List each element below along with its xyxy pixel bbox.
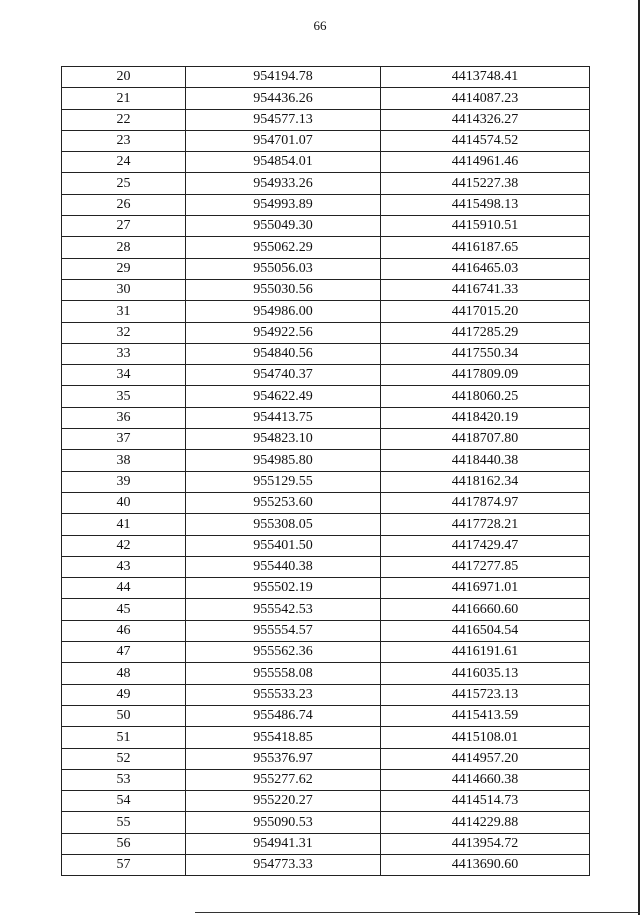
table-row: [62, 727, 590, 748]
coordinates-table-body: [62, 67, 590, 876]
point-number-cell: 37: [62, 429, 186, 450]
table-row: [62, 88, 590, 109]
point-number-cell: 53: [62, 769, 186, 790]
point-number-cell: 31: [62, 301, 186, 322]
x-coordinate-cell: 955502.19: [186, 578, 381, 599]
table-row: [62, 812, 590, 833]
table-row: [62, 343, 590, 364]
table-row: [62, 471, 590, 492]
x-coordinate-cell: 955486.74: [186, 705, 381, 726]
table-row: [62, 556, 590, 577]
point-number-cell: 23: [62, 130, 186, 151]
y-coordinate-cell: 4414961.46: [381, 152, 590, 173]
table-row: [62, 301, 590, 322]
table-row: [62, 854, 590, 875]
table-row: [62, 237, 590, 258]
y-coordinate-cell: 4415910.51: [381, 216, 590, 237]
x-coordinate-cell: 954413.75: [186, 407, 381, 428]
table-row: [62, 407, 590, 428]
x-coordinate-cell: 954823.10: [186, 429, 381, 450]
point-number-cell: 46: [62, 620, 186, 641]
y-coordinate-cell: 4413954.72: [381, 833, 590, 854]
point-number-cell: 52: [62, 748, 186, 769]
point-number-cell: 45: [62, 599, 186, 620]
x-coordinate-cell: 954740.37: [186, 365, 381, 386]
point-number-cell: 24: [62, 152, 186, 173]
point-number-cell: 39: [62, 471, 186, 492]
table-row: [62, 365, 590, 386]
table-row: [62, 258, 590, 279]
y-coordinate-cell: 4416465.03: [381, 258, 590, 279]
y-coordinate-cell: 4416504.54: [381, 620, 590, 641]
point-number-cell: 28: [62, 237, 186, 258]
x-coordinate-cell: 955440.38: [186, 556, 381, 577]
point-number-cell: 20: [62, 67, 186, 88]
point-number-cell: 41: [62, 514, 186, 535]
table-row: [62, 130, 590, 151]
point-number-cell: 38: [62, 450, 186, 471]
x-coordinate-cell: 955049.30: [186, 216, 381, 237]
table-row: [62, 194, 590, 215]
point-number-cell: 44: [62, 578, 186, 599]
x-coordinate-cell: 955558.08: [186, 663, 381, 684]
point-number-cell: 34: [62, 365, 186, 386]
y-coordinate-cell: 4416971.01: [381, 578, 590, 599]
x-coordinate-cell: 955030.56: [186, 279, 381, 300]
y-coordinate-cell: 4418162.34: [381, 471, 590, 492]
table-row: [62, 833, 590, 854]
page-bottom-rule: [195, 912, 640, 913]
table-row: [62, 642, 590, 663]
point-number-cell: 50: [62, 705, 186, 726]
point-number-cell: 35: [62, 386, 186, 407]
x-coordinate-cell: 954854.01: [186, 152, 381, 173]
y-coordinate-cell: 4415227.38: [381, 173, 590, 194]
x-coordinate-cell: 954773.33: [186, 854, 381, 875]
y-coordinate-cell: 4417874.97: [381, 492, 590, 513]
point-number-cell: 55: [62, 812, 186, 833]
x-coordinate-cell: 955062.29: [186, 237, 381, 258]
y-coordinate-cell: 4416187.65: [381, 237, 590, 258]
y-coordinate-cell: 4414957.20: [381, 748, 590, 769]
x-coordinate-cell: 955542.53: [186, 599, 381, 620]
y-coordinate-cell: 4416741.33: [381, 279, 590, 300]
table-row: [62, 450, 590, 471]
x-coordinate-cell: 955418.85: [186, 727, 381, 748]
point-number-cell: 49: [62, 684, 186, 705]
x-coordinate-cell: 954941.31: [186, 833, 381, 854]
x-coordinate-cell: 954993.89: [186, 194, 381, 215]
point-number-cell: 27: [62, 216, 186, 237]
point-number-cell: 40: [62, 492, 186, 513]
table-row: [62, 109, 590, 130]
table-row: [62, 386, 590, 407]
y-coordinate-cell: 4416035.13: [381, 663, 590, 684]
x-coordinate-cell: 955277.62: [186, 769, 381, 790]
y-coordinate-cell: 4415498.13: [381, 194, 590, 215]
x-coordinate-cell: 955401.50: [186, 535, 381, 556]
point-number-cell: 25: [62, 173, 186, 194]
coordinates-table: [61, 66, 590, 876]
y-coordinate-cell: 4418707.80: [381, 429, 590, 450]
x-coordinate-cell: 955308.05: [186, 514, 381, 535]
table-row: [62, 67, 590, 88]
x-coordinate-cell: 955129.55: [186, 471, 381, 492]
y-coordinate-cell: 4417277.85: [381, 556, 590, 577]
table-row: [62, 152, 590, 173]
x-coordinate-cell: 954577.13: [186, 109, 381, 130]
table-row: [62, 173, 590, 194]
y-coordinate-cell: 4418060.25: [381, 386, 590, 407]
table-row: [62, 620, 590, 641]
x-coordinate-cell: 954840.56: [186, 343, 381, 364]
point-number-cell: 30: [62, 279, 186, 300]
y-coordinate-cell: 4414326.27: [381, 109, 590, 130]
point-number-cell: 56: [62, 833, 186, 854]
y-coordinate-cell: 4413748.41: [381, 67, 590, 88]
x-coordinate-cell: 955056.03: [186, 258, 381, 279]
y-coordinate-cell: 4414574.52: [381, 130, 590, 151]
table-row: [62, 322, 590, 343]
x-coordinate-cell: 954701.07: [186, 130, 381, 151]
x-coordinate-cell: 955533.23: [186, 684, 381, 705]
point-number-cell: 43: [62, 556, 186, 577]
point-number-cell: 42: [62, 535, 186, 556]
y-coordinate-cell: 4415413.59: [381, 705, 590, 726]
table-row: [62, 279, 590, 300]
y-coordinate-cell: 4417550.34: [381, 343, 590, 364]
y-coordinate-cell: 4414660.38: [381, 769, 590, 790]
table-row: [62, 769, 590, 790]
y-coordinate-cell: 4413690.60: [381, 854, 590, 875]
x-coordinate-cell: 955220.27: [186, 791, 381, 812]
y-coordinate-cell: 4417285.29: [381, 322, 590, 343]
y-coordinate-cell: 4417728.21: [381, 514, 590, 535]
point-number-cell: 33: [62, 343, 186, 364]
y-coordinate-cell: 4414229.88: [381, 812, 590, 833]
y-coordinate-cell: 4417809.09: [381, 365, 590, 386]
table-row: [62, 578, 590, 599]
y-coordinate-cell: 4416191.61: [381, 642, 590, 663]
point-number-cell: 21: [62, 88, 186, 109]
table-row: [62, 684, 590, 705]
table-row: [62, 663, 590, 684]
point-number-cell: 36: [62, 407, 186, 428]
table-row: [62, 748, 590, 769]
x-coordinate-cell: 954922.56: [186, 322, 381, 343]
x-coordinate-cell: 954194.78: [186, 67, 381, 88]
table-row: [62, 492, 590, 513]
point-number-cell: 51: [62, 727, 186, 748]
y-coordinate-cell: 4418440.38: [381, 450, 590, 471]
point-number-cell: 48: [62, 663, 186, 684]
table-row: [62, 599, 590, 620]
table-row: [62, 216, 590, 237]
x-coordinate-cell: 954622.49: [186, 386, 381, 407]
point-number-cell: 47: [62, 642, 186, 663]
y-coordinate-cell: 4415108.01: [381, 727, 590, 748]
table-row: [62, 535, 590, 556]
x-coordinate-cell: 955554.57: [186, 620, 381, 641]
table-row: [62, 429, 590, 450]
table-row: [62, 514, 590, 535]
point-number-cell: 29: [62, 258, 186, 279]
point-number-cell: 26: [62, 194, 186, 215]
x-coordinate-cell: 955562.36: [186, 642, 381, 663]
point-number-cell: 22: [62, 109, 186, 130]
x-coordinate-cell: 954436.26: [186, 88, 381, 109]
y-coordinate-cell: 4416660.60: [381, 599, 590, 620]
table-row: [62, 705, 590, 726]
page-number: 66: [313, 18, 327, 33]
y-coordinate-cell: 4418420.19: [381, 407, 590, 428]
point-number-cell: 32: [62, 322, 186, 343]
y-coordinate-cell: 4414514.73: [381, 791, 590, 812]
y-coordinate-cell: 4417429.47: [381, 535, 590, 556]
x-coordinate-cell: 954985.80: [186, 450, 381, 471]
point-number-cell: 54: [62, 791, 186, 812]
x-coordinate-cell: 955090.53: [186, 812, 381, 833]
y-coordinate-cell: 4414087.23: [381, 88, 590, 109]
x-coordinate-cell: 955253.60: [186, 492, 381, 513]
x-coordinate-cell: 955376.97: [186, 748, 381, 769]
y-coordinate-cell: 4415723.13: [381, 684, 590, 705]
point-number-cell: 57: [62, 854, 186, 875]
y-coordinate-cell: 4417015.20: [381, 301, 590, 322]
x-coordinate-cell: 954933.26: [186, 173, 381, 194]
x-coordinate-cell: 954986.00: [186, 301, 381, 322]
table-row: [62, 791, 590, 812]
